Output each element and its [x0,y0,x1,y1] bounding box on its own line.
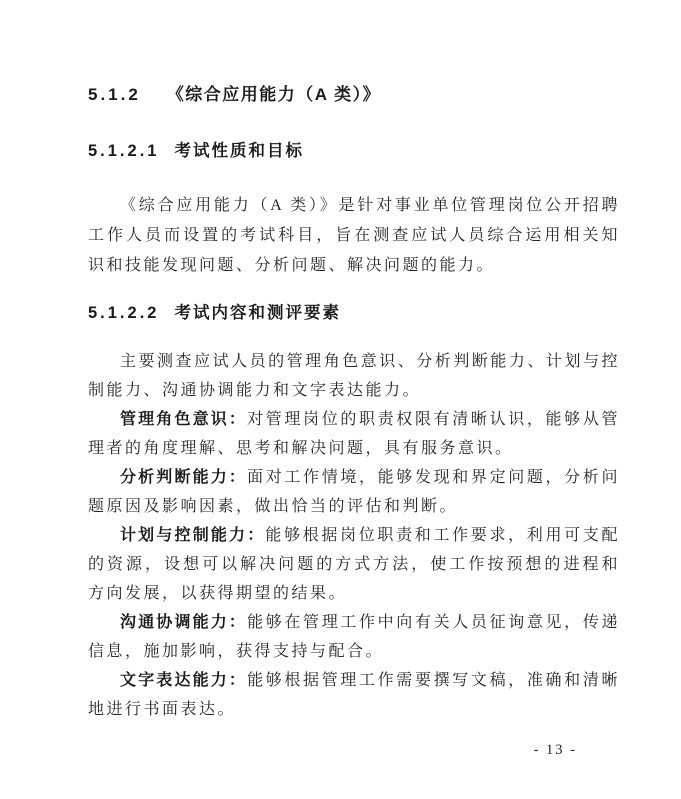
ability-description: 面对工作情境，能够发现和界定问题，分析问题原因及影响因素，做出恰当的评估和判断。 [88,469,620,515]
intro-paragraph: 《综合应用能力（A 类）》是针对事业单位管理岗位公开招聘工作人员而设置的考试科目，旨在测查应试人员综合运用相关知识和技能发现问题、分析问题、解决问题的能力。 [88,197,620,274]
heading-5-1-2-number: 5.1.2 [88,85,141,104]
ability-term: 计划与控制能力： [120,527,266,544]
heading-5-1-2-2-number: 5.1.2.2 [88,304,160,322]
ability-term: 沟通协调能力： [120,614,248,631]
heading-5-1-2-1-title: 考试性质和目标 [174,142,304,160]
overview-paragraph: 主要测查应试人员的管理角色意识、分析判断能力、计划与控制能力、沟通协调能力和文字表达能力。 [88,353,620,399]
ability-item-plan-control [88,521,620,608]
ability-item-communication-coordination [88,608,620,666]
ability-description: 能够根据岗位职责和工作要求，利用可支配的资源，设想可以解决问题的方式方法，使工作按预想的进程和方向发展，以获得期望的结果。 [88,527,620,602]
heading-5-1-2 [88,85,620,105]
page-number: - 13 - [533,742,577,758]
heading-5-1-2-title: 《综合应用能力（A 类）》 [166,85,382,104]
ability-description: 能够在管理工作中向有关人员征询意见，传递信息，施加影响，获得支持与配合。 [88,614,620,660]
ability-term: 管理角色意识： [120,411,248,428]
heading-5-1-2-2 [88,303,620,323]
ability-item-management-role [88,405,620,463]
ability-item-written-expression [88,666,620,724]
heading-5-1-2-1-number: 5.1.2.1 [88,142,160,160]
ability-description: 对管理岗位的职责权限有清晰认识，能够从管理者的角度理解、思考和解决问题，具有服务意识。 [88,411,620,457]
ability-term: 分析判断能力： [120,469,248,486]
ability-description: 能够根据管理工作需要撰写文稿，准确和清晰地进行书面表达。 [88,672,620,718]
ability-item-analysis-judgement [88,463,620,521]
heading-5-1-2-2-title: 考试内容和测评要素 [174,304,341,322]
document-content [88,0,620,724]
heading-5-1-2-1 [88,141,620,161]
ability-term: 文字表达能力： [120,672,248,689]
